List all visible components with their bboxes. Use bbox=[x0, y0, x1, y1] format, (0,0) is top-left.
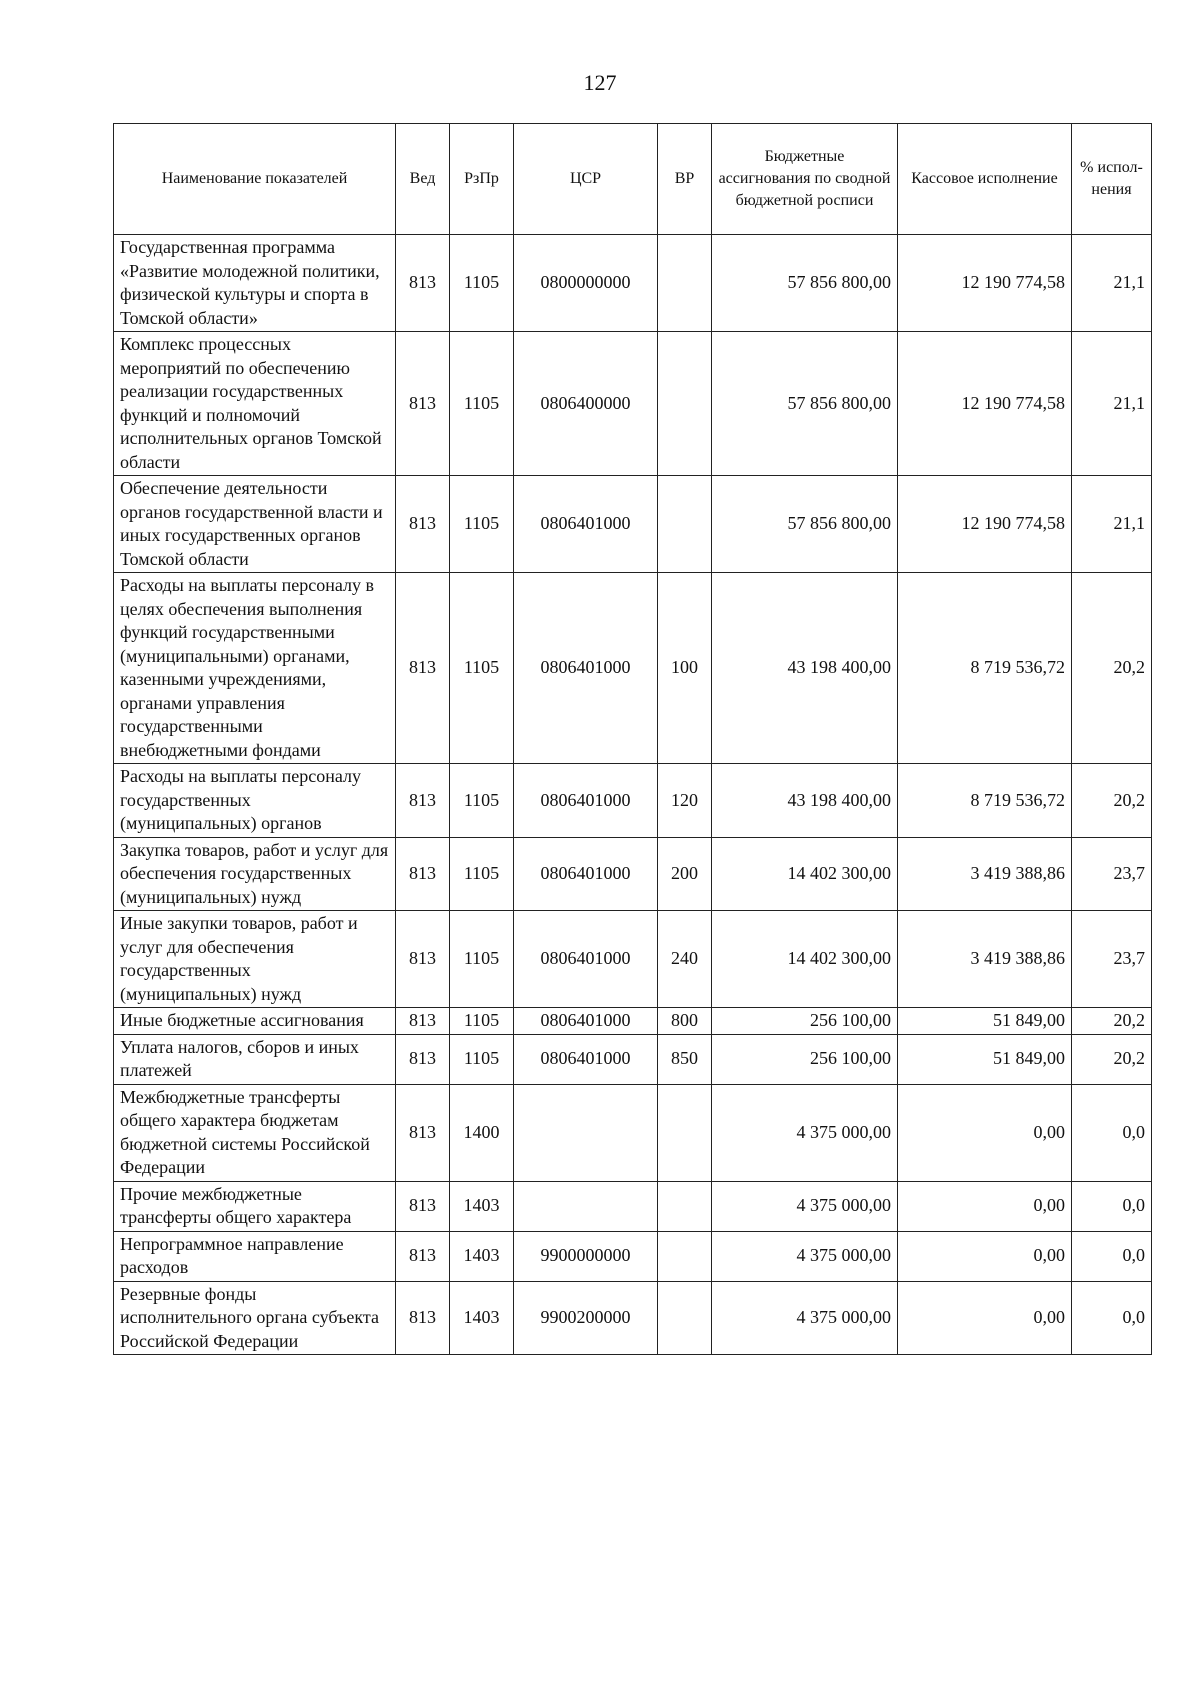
cell-rzpr: 1105 bbox=[450, 764, 514, 838]
cell-ved: 813 bbox=[396, 764, 450, 838]
cell-csr bbox=[514, 1181, 658, 1231]
cell-percent: 21,1 bbox=[1072, 476, 1152, 573]
cell-rzpr: 1403 bbox=[450, 1181, 514, 1231]
table-row bbox=[114, 837, 1152, 911]
cell-ved: 813 bbox=[396, 1084, 450, 1181]
cell-percent: 0,0 bbox=[1072, 1281, 1152, 1355]
cell-ved: 813 bbox=[396, 1281, 450, 1355]
cell-rzpr: 1105 bbox=[450, 573, 514, 764]
cell-execution: 8 719 536,72 bbox=[898, 764, 1072, 838]
cell-name: Расходы на выплаты персоналу государственных (муниципальных) органов bbox=[114, 764, 396, 838]
cell-vr: 100 bbox=[658, 573, 712, 764]
cell-rzpr: 1403 bbox=[450, 1281, 514, 1355]
cell-csr: 0806401000 bbox=[514, 476, 658, 573]
cell-rzpr: 1105 bbox=[450, 476, 514, 573]
header-ved: Вед bbox=[396, 124, 450, 235]
table-row bbox=[114, 911, 1152, 1008]
table-row bbox=[114, 235, 1152, 332]
cell-percent: 20,2 bbox=[1072, 1008, 1152, 1035]
cell-rzpr: 1105 bbox=[450, 837, 514, 911]
cell-execution: 3 419 388,86 bbox=[898, 837, 1072, 911]
cell-ved: 813 bbox=[396, 332, 450, 476]
cell-csr: 0806401000 bbox=[514, 911, 658, 1008]
table-row bbox=[114, 764, 1152, 838]
cell-assignments: 57 856 800,00 bbox=[712, 235, 898, 332]
cell-vr: 120 bbox=[658, 764, 712, 838]
cell-percent: 20,2 bbox=[1072, 1034, 1152, 1084]
cell-name: Обеспечение деятельности органов государственной власти и иных государственных органов Томской области bbox=[114, 476, 396, 573]
cell-percent: 20,2 bbox=[1072, 573, 1152, 764]
cell-ved: 813 bbox=[396, 1008, 450, 1035]
cell-percent: 21,1 bbox=[1072, 235, 1152, 332]
cell-percent: 0,0 bbox=[1072, 1181, 1152, 1231]
cell-percent: 20,2 bbox=[1072, 764, 1152, 838]
cell-csr: 0806401000 bbox=[514, 1008, 658, 1035]
cell-ved: 813 bbox=[396, 1181, 450, 1231]
table-row bbox=[114, 1231, 1152, 1281]
cell-vr: 200 bbox=[658, 837, 712, 911]
cell-vr bbox=[658, 1281, 712, 1355]
table-row bbox=[114, 332, 1152, 476]
cell-assignments: 57 856 800,00 bbox=[712, 476, 898, 573]
cell-rzpr: 1105 bbox=[450, 1034, 514, 1084]
cell-ved: 813 bbox=[396, 573, 450, 764]
cell-assignments: 4 375 000,00 bbox=[712, 1181, 898, 1231]
cell-rzpr: 1105 bbox=[450, 911, 514, 1008]
cell-assignments: 14 402 300,00 bbox=[712, 837, 898, 911]
cell-name: Комплекс процессных мероприятий по обеспечению реализации государственных функций и полномочий исполнительных органов Томской области bbox=[114, 332, 396, 476]
cell-percent: 23,7 bbox=[1072, 911, 1152, 1008]
cell-vr: 850 bbox=[658, 1034, 712, 1084]
cell-percent: 0,0 bbox=[1072, 1231, 1152, 1281]
cell-name: Иные бюджетные ассигнования bbox=[114, 1008, 396, 1035]
cell-vr bbox=[658, 332, 712, 476]
header-vr: ВР bbox=[658, 124, 712, 235]
table-row bbox=[114, 573, 1152, 764]
table-header-row bbox=[114, 124, 1152, 235]
cell-execution: 0,00 bbox=[898, 1084, 1072, 1181]
cell-ved: 813 bbox=[396, 1034, 450, 1084]
cell-csr: 9900200000 bbox=[514, 1281, 658, 1355]
cell-name: Непрограммное направление расходов bbox=[114, 1231, 396, 1281]
cell-vr: 240 bbox=[658, 911, 712, 1008]
cell-assignments: 57 856 800,00 bbox=[712, 332, 898, 476]
cell-csr: 0806401000 bbox=[514, 1034, 658, 1084]
page-number: 127 bbox=[583, 70, 617, 95]
table-row bbox=[114, 1181, 1152, 1231]
cell-csr: 0806401000 bbox=[514, 764, 658, 838]
cell-csr bbox=[514, 1084, 658, 1181]
cell-assignments: 4 375 000,00 bbox=[712, 1231, 898, 1281]
cell-execution: 51 849,00 bbox=[898, 1008, 1072, 1035]
cell-execution: 12 190 774,58 bbox=[898, 235, 1072, 332]
cell-csr: 9900000000 bbox=[514, 1231, 658, 1281]
cell-name: Расходы на выплаты персоналу в целях обеспечения выполнения функций государственными (муниципальными) органами, казенными учреждениями, органами управления государственными внебюджетными фондами bbox=[114, 573, 396, 764]
cell-csr: 0806401000 bbox=[514, 573, 658, 764]
cell-assignments: 43 198 400,00 bbox=[712, 764, 898, 838]
cell-execution: 0,00 bbox=[898, 1281, 1072, 1355]
cell-csr: 0800000000 bbox=[514, 235, 658, 332]
cell-name: Закупка товаров, работ и услуг для обеспечения государственных (муниципальных) нужд bbox=[114, 837, 396, 911]
cell-ved: 813 bbox=[396, 476, 450, 573]
cell-name: Иные закупки товаров, работ и услуг для обеспечения государственных (муниципальных) нужд bbox=[114, 911, 396, 1008]
cell-vr bbox=[658, 235, 712, 332]
table-row bbox=[114, 1008, 1152, 1035]
cell-vr bbox=[658, 1231, 712, 1281]
cell-execution: 12 190 774,58 bbox=[898, 476, 1072, 573]
header-assignments: Бюджетные ассигнования по сводной бюджетной росписи bbox=[712, 124, 898, 235]
cell-csr: 0806400000 bbox=[514, 332, 658, 476]
table-row bbox=[114, 1084, 1152, 1181]
table-row bbox=[114, 1034, 1152, 1084]
cell-ved: 813 bbox=[396, 911, 450, 1008]
cell-rzpr: 1105 bbox=[450, 1008, 514, 1035]
cell-assignments: 4 375 000,00 bbox=[712, 1084, 898, 1181]
cell-execution: 12 190 774,58 bbox=[898, 332, 1072, 476]
cell-name: Государственная программа «Развитие молодежной политики, физической культуры и спорта в Томской области» bbox=[114, 235, 396, 332]
cell-name: Резервные фонды исполнительного органа субъекта Российской Федерации bbox=[114, 1281, 396, 1355]
cell-assignments: 4 375 000,00 bbox=[712, 1281, 898, 1355]
table-body bbox=[114, 235, 1152, 1355]
cell-execution: 0,00 bbox=[898, 1181, 1072, 1231]
cell-execution: 0,00 bbox=[898, 1231, 1072, 1281]
cell-percent: 23,7 bbox=[1072, 837, 1152, 911]
cell-rzpr: 1400 bbox=[450, 1084, 514, 1181]
cell-assignments: 256 100,00 bbox=[712, 1008, 898, 1035]
cell-name: Уплата налогов, сборов и иных платежей bbox=[114, 1034, 396, 1084]
cell-rzpr: 1105 bbox=[450, 332, 514, 476]
header-name: Наименование показателей bbox=[114, 124, 396, 235]
cell-vr bbox=[658, 1181, 712, 1231]
header-execution: Кассовое исполнение bbox=[898, 124, 1072, 235]
cell-csr: 0806401000 bbox=[514, 837, 658, 911]
cell-execution: 51 849,00 bbox=[898, 1034, 1072, 1084]
cell-percent: 21,1 bbox=[1072, 332, 1152, 476]
cell-name: Прочие межбюджетные трансферты общего характера bbox=[114, 1181, 396, 1231]
cell-rzpr: 1105 bbox=[450, 235, 514, 332]
table-row bbox=[114, 476, 1152, 573]
header-csr: ЦСР bbox=[514, 124, 658, 235]
header-rzpr: РзПр bbox=[450, 124, 514, 235]
cell-rzpr: 1403 bbox=[450, 1231, 514, 1281]
cell-percent: 0,0 bbox=[1072, 1084, 1152, 1181]
header-percent: % испол-нения bbox=[1072, 124, 1152, 235]
budget-table bbox=[113, 123, 1152, 1355]
table-row bbox=[114, 1281, 1152, 1355]
cell-execution: 8 719 536,72 bbox=[898, 573, 1072, 764]
cell-ved: 813 bbox=[396, 1231, 450, 1281]
cell-assignments: 43 198 400,00 bbox=[712, 573, 898, 764]
cell-ved: 813 bbox=[396, 837, 450, 911]
cell-ved: 813 bbox=[396, 235, 450, 332]
cell-assignments: 14 402 300,00 bbox=[712, 911, 898, 1008]
cell-assignments: 256 100,00 bbox=[712, 1034, 898, 1084]
cell-name: Межбюджетные трансферты общего характера бюджетам бюджетной системы Российской Федерации bbox=[114, 1084, 396, 1181]
cell-vr bbox=[658, 476, 712, 573]
cell-execution: 3 419 388,86 bbox=[898, 911, 1072, 1008]
cell-vr: 800 bbox=[658, 1008, 712, 1035]
cell-vr bbox=[658, 1084, 712, 1181]
